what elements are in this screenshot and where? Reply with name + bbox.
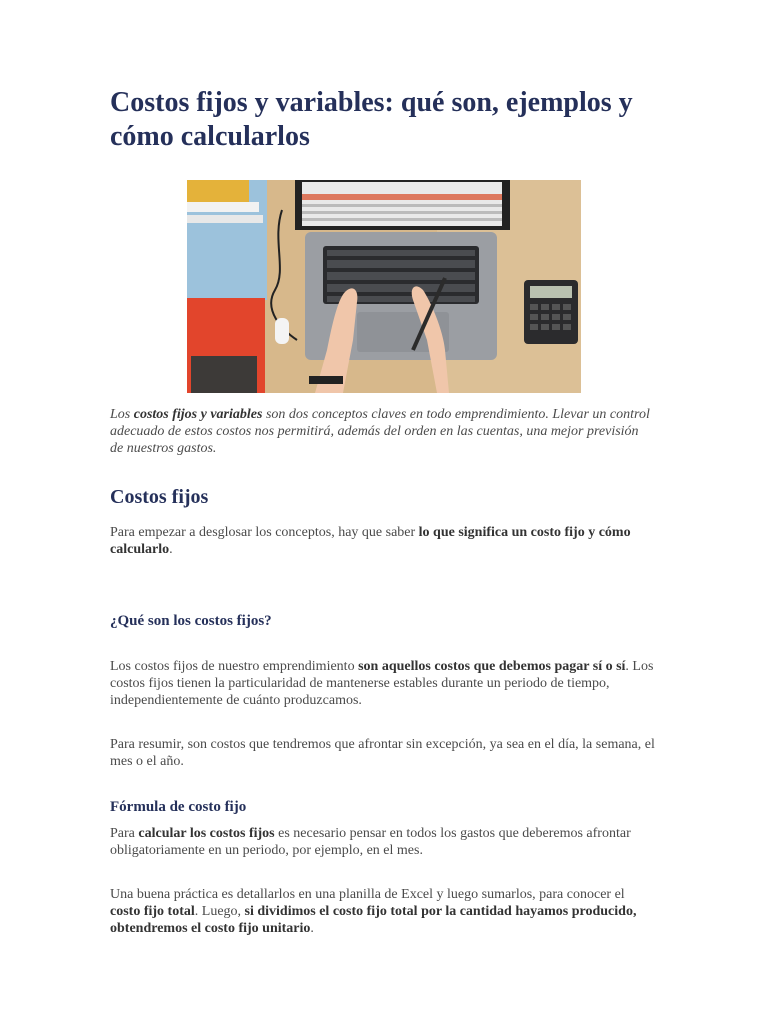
intro-paragraph bbox=[110, 406, 655, 457]
formula-paragraph-2 bbox=[110, 886, 655, 937]
what-paragraph-1 bbox=[110, 658, 655, 709]
section-heading-costos-fijos: Costos fijos bbox=[110, 486, 209, 508]
text-post: es necesario pensar en todos los gastos que deberemos afrontar obligatoriamente en un periodo, por ejemplo, en el mes. bbox=[110, 826, 631, 858]
text-pre: Para empezar a desglosar los conceptos, hay que saber bbox=[110, 525, 419, 540]
text-pre: Los costos fijos de nuestro emprendimiento bbox=[110, 659, 359, 674]
intro-text-bold: costos fijos y variables bbox=[133, 407, 263, 422]
section-fixed-paragraph bbox=[110, 524, 655, 558]
intro-text-pre: Los bbox=[110, 407, 134, 422]
subheading-formula: Fórmula de costo fijo bbox=[110, 799, 247, 815]
text-post: . Los costos fijos tienen la particularidad de mantenerse estables durante un periodo de tiempo, independientemente de cuánto produzcamos. bbox=[110, 659, 654, 708]
hero-image bbox=[187, 180, 581, 393]
text-pre: Para bbox=[110, 826, 139, 841]
what-paragraph-2: Para resumir, son costos que tendremos que afrontar sin excepción, ya sea en el día, la semana, el mes o el año. bbox=[110, 737, 655, 769]
text-mid: . Luego, bbox=[194, 904, 245, 919]
text-bold: lo que significa un costo fijo y cómo calcularlo bbox=[110, 525, 631, 557]
subheading-que-son: ¿Qué son los costos fijos? bbox=[110, 613, 272, 629]
formula-paragraph-1 bbox=[110, 825, 655, 859]
text-pre: Una buena práctica es detallarlos en una planilla de Excel y luego sumarlos, para conocer el bbox=[110, 887, 625, 902]
intro-text-post: son dos conceptos claves en todo emprendimiento. Llevar un control adecuado de estos costos nos permitirá, además del orden en las cuentas, una mejor previsión de nuestros gastos. bbox=[110, 407, 650, 456]
article-title: Costos fijos y variables: qué son, ejemplos y cómo calcularlos bbox=[110, 87, 633, 152]
text-post: . bbox=[310, 921, 314, 936]
text-bold: si dividimos el costo fijo total por la cantidad hayamos producido, obtendremos el costo fijo unitario bbox=[110, 904, 637, 936]
text-bold: son aquellos costos que debemos pagar sí o sí bbox=[358, 659, 626, 674]
text-post: . bbox=[169, 542, 173, 557]
text-bold: calcular los costos fijos bbox=[138, 826, 275, 841]
text-bold: costo fijo total bbox=[110, 904, 195, 919]
